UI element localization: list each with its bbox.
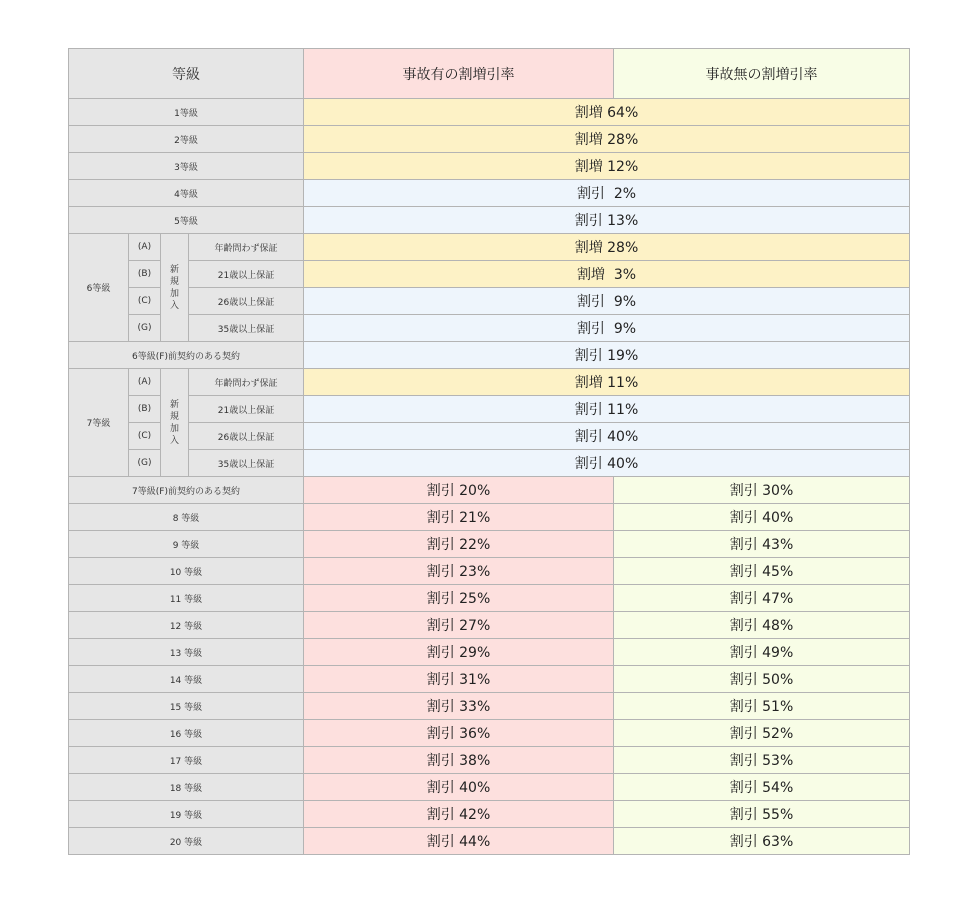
rate-value: 割引 13%	[304, 207, 910, 234]
rate-value: 割増 11%	[304, 369, 910, 396]
rate-value: 割引 9%	[304, 288, 910, 315]
table-row	[69, 693, 910, 720]
grade-label: 7等級(F)前契約のある契約	[69, 477, 304, 504]
grade-rate-table	[68, 48, 910, 855]
with-accident-rate: 割引 20%	[304, 477, 614, 504]
rate-value: 割増 12%	[304, 153, 910, 180]
table-header-row	[69, 49, 910, 99]
with-accident-rate: 割引 42%	[304, 801, 614, 828]
rate-value: 割引 40%	[304, 423, 910, 450]
rate-value: 割増 64%	[304, 99, 910, 126]
with-accident-rate: 割引 36%	[304, 720, 614, 747]
no-accident-rate: 割引 45%	[614, 558, 910, 585]
rate-value: 割引 40%	[304, 450, 910, 477]
with-accident-rate: 割引 21%	[304, 504, 614, 531]
table-row	[69, 450, 910, 477]
table-row	[69, 612, 910, 639]
no-accident-rate: 割引 30%	[614, 477, 910, 504]
grade-code: (B)	[129, 396, 161, 423]
with-accident-rate: 割引 23%	[304, 558, 614, 585]
header-grade: 等級	[69, 49, 304, 99]
table-row	[69, 261, 910, 288]
table-row	[69, 801, 910, 828]
rate-value: 割増 28%	[304, 126, 910, 153]
table-row	[69, 666, 910, 693]
grade6-new-join-label: 新 規 加 入	[161, 234, 189, 342]
grade-label: 15 等級	[69, 693, 304, 720]
grade-condition: 21歳以上保証	[189, 396, 304, 423]
grade6-label: 6等級	[69, 234, 129, 342]
grade-condition: 26歳以上保証	[189, 288, 304, 315]
with-accident-rate: 割引 40%	[304, 774, 614, 801]
grade-condition: 35歳以上保証	[189, 450, 304, 477]
grade-condition: 年齢問わず保証	[189, 234, 304, 261]
with-accident-rate: 割引 22%	[304, 531, 614, 558]
grade-label: 13 等級	[69, 639, 304, 666]
no-accident-rate: 割引 49%	[614, 639, 910, 666]
grade7-label: 7等級	[69, 369, 129, 477]
grade-label: 11 等級	[69, 585, 304, 612]
grade-label: 16 等級	[69, 720, 304, 747]
table-row	[69, 720, 910, 747]
table-row	[69, 477, 910, 504]
rate-value: 割引 11%	[304, 396, 910, 423]
table-row	[69, 153, 910, 180]
grade-code: (A)	[129, 369, 161, 396]
no-accident-rate: 割引 51%	[614, 693, 910, 720]
no-accident-rate: 割引 55%	[614, 801, 910, 828]
grade-code: (C)	[129, 423, 161, 450]
grade-label: 18 等級	[69, 774, 304, 801]
table-row	[69, 639, 910, 666]
rate-value: 割引 9%	[304, 315, 910, 342]
grade7-new-join-label: 新 規 加 入	[161, 369, 189, 477]
table-row	[69, 369, 910, 396]
table-row	[69, 558, 910, 585]
grade-code: (B)	[129, 261, 161, 288]
rate-value: 割増 3%	[304, 261, 910, 288]
table-row	[69, 585, 910, 612]
grade-label: 12 等級	[69, 612, 304, 639]
grade-label: 19 等級	[69, 801, 304, 828]
no-accident-rate: 割引 54%	[614, 774, 910, 801]
header-no-accident: 事故無の割増引率	[614, 49, 910, 99]
table-row	[69, 531, 910, 558]
no-accident-rate: 割引 52%	[614, 720, 910, 747]
rate-value: 割引 2%	[304, 180, 910, 207]
table-row	[69, 234, 910, 261]
table-row	[69, 396, 910, 423]
grade-label: 6等級(F)前契約のある契約	[69, 342, 304, 369]
rate-value: 割増 28%	[304, 234, 910, 261]
grade-code: (C)	[129, 288, 161, 315]
with-accident-rate: 割引 38%	[304, 747, 614, 774]
table-row	[69, 504, 910, 531]
no-accident-rate: 割引 43%	[614, 531, 910, 558]
table-row	[69, 342, 910, 369]
with-accident-rate: 割引 33%	[304, 693, 614, 720]
no-accident-rate: 割引 48%	[614, 612, 910, 639]
grade-condition: 35歳以上保証	[189, 315, 304, 342]
table-row	[69, 315, 910, 342]
with-accident-rate: 割引 44%	[304, 828, 614, 855]
grade-label: 14 等級	[69, 666, 304, 693]
with-accident-rate: 割引 31%	[304, 666, 614, 693]
grade-label: 8 等級	[69, 504, 304, 531]
grade-code: (A)	[129, 234, 161, 261]
grade-label: 20 等級	[69, 828, 304, 855]
header-with-accident: 事故有の割増引率	[304, 49, 614, 99]
with-accident-rate: 割引 27%	[304, 612, 614, 639]
no-accident-rate: 割引 53%	[614, 747, 910, 774]
no-accident-rate: 割引 47%	[614, 585, 910, 612]
table-row	[69, 288, 910, 315]
grade-label: 9 等級	[69, 531, 304, 558]
grade-label: 10 等級	[69, 558, 304, 585]
table-row	[69, 747, 910, 774]
table-row	[69, 423, 910, 450]
grade-condition: 21歳以上保証	[189, 261, 304, 288]
no-accident-rate: 割引 50%	[614, 666, 910, 693]
grade-condition: 26歳以上保証	[189, 423, 304, 450]
table-row	[69, 207, 910, 234]
with-accident-rate: 割引 25%	[304, 585, 614, 612]
grade-label: 4等級	[69, 180, 304, 207]
table-row	[69, 774, 910, 801]
no-accident-rate: 割引 40%	[614, 504, 910, 531]
grade-label: 3等級	[69, 153, 304, 180]
grade-label: 17 等級	[69, 747, 304, 774]
table-row	[69, 180, 910, 207]
grade-condition: 年齢問わず保証	[189, 369, 304, 396]
table-row	[69, 126, 910, 153]
with-accident-rate: 割引 29%	[304, 639, 614, 666]
table-row	[69, 99, 910, 126]
grade-label: 5等級	[69, 207, 304, 234]
grade-code: (G)	[129, 315, 161, 342]
table-row	[69, 828, 910, 855]
grade-label: 1等級	[69, 99, 304, 126]
grade-label: 2等級	[69, 126, 304, 153]
grade-code: (G)	[129, 450, 161, 477]
no-accident-rate: 割引 63%	[614, 828, 910, 855]
rate-value: 割引 19%	[304, 342, 910, 369]
